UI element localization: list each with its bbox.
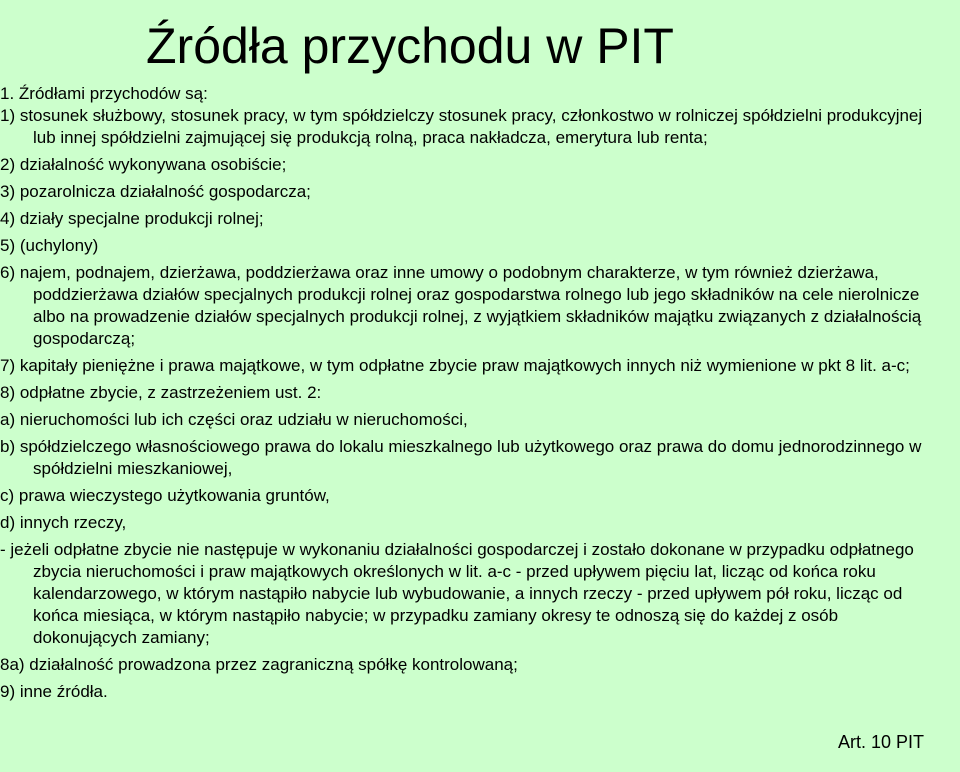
- list-item: 3) pozarolnicza działalność gospodarcza;: [0, 182, 311, 201]
- list-item: 9) inne źródła.: [0, 682, 108, 701]
- list-item: 1) stosunek służbowy, stosunek pracy, w tym spółdzielczy stosunek pracy, członkostwo w rolniczej spółdzielni produkcyjnej lub innej spółdzielni zajmującej się produkcją rolną, praca nakładcza, emerytura lub renta;: [0, 106, 923, 147]
- list-item: b) spółdzielczego własnościowego prawa do lokalu mieszkalnego lub użytkowego oraz prawa do domu jednorodzinnego w spółdzielni mieszkaniowej,: [0, 437, 922, 478]
- section-heading: 1. Źródłami przychodów są:: [0, 84, 208, 103]
- list-item: 8) odpłatne zbycie, z zastrzeżeniem ust. 2:: [0, 383, 322, 402]
- list-item: 6) najem, podnajem, dzierżawa, poddzierżawa oraz inne umowy o podobnym charakterze, w tym również dzierżawa, poddzierżawa działów specjalnych produkcji rolnej oraz gospodarstwa rolnego lub jego składników na cele nierolnicze albo na prowadzenie działów specjalnych produkcji rolnej, z wyjątkiem składników majątku związanych z działalnością gospodarczą;: [0, 263, 922, 348]
- list-item: 8a) działalność prowadzona przez zagraniczną spółkę kontrolowaną;: [0, 655, 518, 674]
- list-item: - jeżeli odpłatne zbycie nie następuje w wykonaniu działalności gospodarczej i zostało dokonane w przypadku odpłatnego zbycia nieruchomości i praw majątkowych określonych w lit. a-c - przed upływem pięciu lat, licząc od końca roku kalendarzowego, w którym nastąpiło nabycie lub wybudowanie, a innych rzeczy - przed upływem pół roku, licząc od końca miesiąca, w którym nastąpiło nabycie; w przypadku zamiany okresy te odnoszą się do każdej z osób dokonujących zamiany;: [0, 540, 914, 647]
- list-item: 7) kapitały pieniężne i prawa majątkowe, w tym odpłatne zbycie praw majątkowych innych niż wymienione w pkt 8 lit. a-c;: [0, 356, 910, 375]
- list-item: 2) działalność wykonywana osobiście;: [0, 155, 287, 174]
- list-item: a) nieruchomości lub ich części oraz udziału w nieruchomości,: [0, 410, 468, 429]
- slide-title: Źródła przychodu w PIT: [146, 18, 674, 74]
- slide-content: [0, 83, 944, 703]
- legal-citation: Art. 10 PIT: [837, 732, 924, 752]
- list-item: d) innych rzeczy,: [0, 513, 127, 532]
- list-item: c) prawa wieczystego użytkowania gruntów,: [0, 486, 330, 505]
- list-item: 5) (uchylony): [0, 236, 99, 255]
- list-item: 4) działy specjalne produkcji rolnej;: [0, 209, 264, 228]
